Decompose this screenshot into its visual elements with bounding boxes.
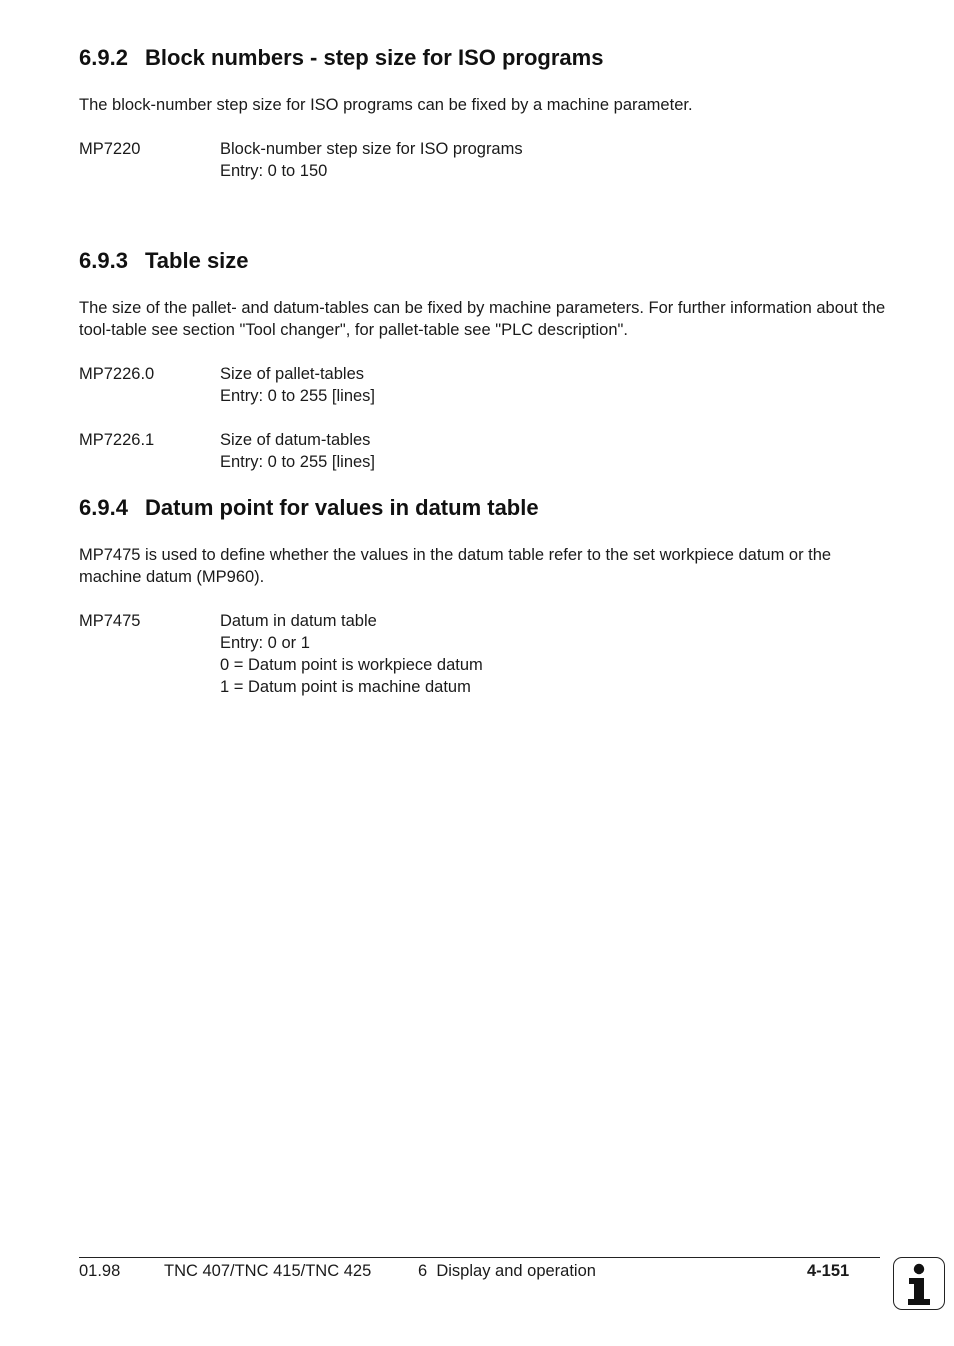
parameter-line: Entry: 0 to 255 [lines]: [220, 387, 376, 405]
parameter-line: Entry: 0 or 1: [220, 634, 310, 652]
section-title: Block numbers - step size for ISO programs: [145, 45, 604, 70]
parameter-description: [220, 429, 375, 473]
parameter-line: Size of datum-tables: [220, 431, 371, 449]
section-intro: The size of the pallet- and datum-tables can be fixed by machine parameters. For further information about the tool-table see section "Tool changer", for pallet-table see "PLC description".: [79, 299, 886, 339]
parameter-line: Datum in datum table: [220, 612, 377, 630]
parameter-code: MP7226.0: [79, 365, 155, 383]
parameter-code: MP7475: [79, 612, 141, 630]
info-icon: [893, 1257, 945, 1310]
section-heading-6-9-2: [79, 45, 603, 71]
parameter-description: [220, 363, 375, 407]
section-intro: The block-number step size for ISO programs can be fixed by a machine parameter.: [79, 96, 693, 114]
parameter-line: Size of pallet-tables: [220, 365, 364, 383]
section-intro: MP7475 is used to define whether the values in the datum table refer to the set workpiece datum or the machine datum (MP960).: [79, 546, 832, 586]
footer-divider: [79, 1257, 880, 1258]
section-number: 6.9.3: [79, 248, 128, 273]
section-heading-6-9-3: [79, 248, 249, 274]
footer-product: TNC 407/TNC 415/TNC 425: [164, 1262, 372, 1280]
parameter-description: [220, 610, 483, 698]
parameter-description: [220, 138, 523, 182]
parameter-line: 1 = Datum point is machine datum: [220, 678, 471, 696]
parameter-code: MP7220: [79, 140, 141, 158]
parameter-line: Entry: 0 to 150: [220, 162, 328, 180]
page-number: 4-151: [807, 1262, 850, 1280]
parameter-line: 0 = Datum point is workpiece datum: [220, 656, 483, 674]
parameter-code: MP7226.1: [79, 431, 155, 449]
footer-date: 01.98: [79, 1262, 121, 1280]
section-title: Table size: [145, 248, 249, 273]
footer-chapter: 6 Display and operation: [418, 1262, 596, 1280]
section-number: 6.9.2: [79, 45, 128, 70]
section-heading-6-9-4: [79, 495, 539, 521]
parameter-line: Block-number step size for ISO programs: [220, 140, 523, 158]
parameter-line: Entry: 0 to 255 [lines]: [220, 453, 376, 471]
section-number: 6.9.4: [79, 495, 128, 520]
info-icon-glyph: [894, 1258, 946, 1311]
section-title: Datum point for values in datum table: [145, 495, 539, 520]
